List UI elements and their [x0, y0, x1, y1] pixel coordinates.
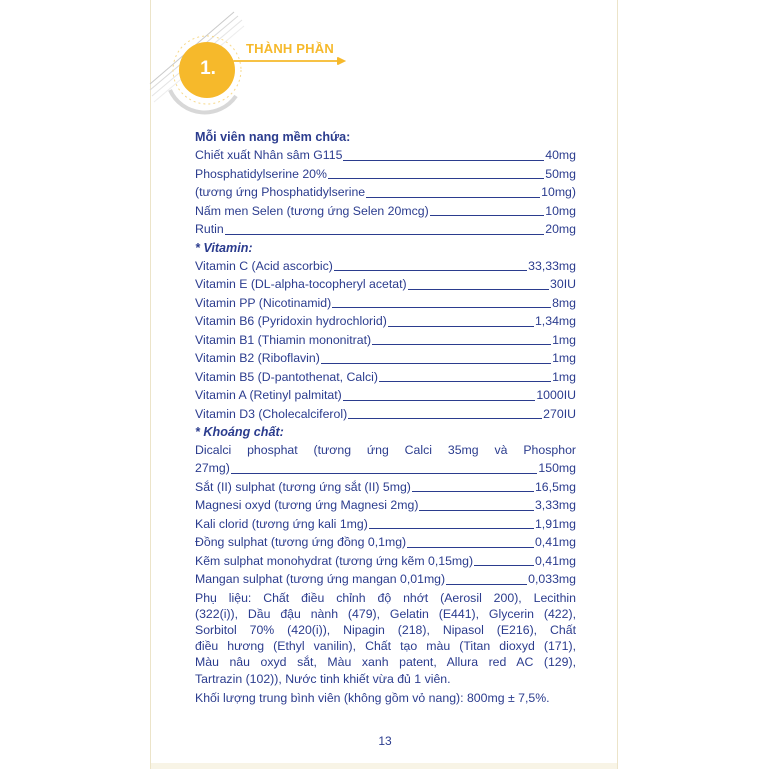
list-item: Vitamin B2 (Riboflavin) 1mg: [195, 351, 576, 365]
list-item: (tương ứng Phosphatidylserine 10mg): [195, 185, 576, 199]
mineral-first-line1: Dicalci phosphat (tương ứng Calci 35mg và Phosphor: [195, 443, 576, 457]
leader-line: [407, 547, 534, 548]
leader-line: [328, 178, 544, 179]
leader-line: [369, 528, 534, 529]
leader-line: [430, 215, 545, 216]
excipients-line: Màu nâu oxyd sắt, Màu xanh patent, Allura red AC (129),: [195, 655, 576, 670]
list-item: Vitamin B1 (Thiamin mononitrat) 1mg: [195, 332, 576, 347]
vitamin-heading: * Vitamin:: [195, 240, 253, 255]
mineral-heading: * Khoáng chất:: [195, 425, 284, 439]
leader-line: [419, 510, 534, 511]
list-item: Mangan sulphat (tương ứng mangan 0,01mg) 0,033mg: [195, 572, 576, 586]
leader-line: [231, 473, 538, 474]
list-item: Sắt (II) sulphat (tương ứng sắt (II) 5mg) 16,5mg: [195, 479, 576, 494]
list-item: 27mg) 150mg: [195, 461, 576, 475]
leader-line: [332, 307, 551, 308]
excipients-line: Phụ liệu: Chất điều chỉnh độ nhớt (Aerosil 200), Lecithin: [195, 590, 576, 605]
section-number: 1.: [200, 58, 216, 79]
section-title: THÀNH PHẦN: [246, 41, 334, 56]
excipients-line: (322(i)), Dầu đậu nành (479), Gelatin (E441), Glycerin (422),: [195, 606, 576, 621]
list-item: Vitamin B6 (Pyridoxin hydrochlorid) 1,34mg: [195, 314, 576, 328]
leader-line: [408, 289, 549, 290]
excipients-line: Tartrazin (102)), Nước tinh khiết vừa đủ 1 viên.: [195, 671, 451, 686]
excipients-paragraph: [195, 590, 576, 687]
list-item: Đồng sulphat (tương ứng đồng 0,1mg) 0,41mg: [195, 535, 576, 549]
excipients-line: điều hương (Ethyl vanilin), Chất tạo màu (Titan dioxyd (171),: [195, 639, 576, 654]
list-item: Phosphatidylserine 20% 50mg: [195, 166, 576, 181]
main-ingredients-list: [195, 146, 576, 239]
list-item: Magnesi oxyd (tương ứng Magnesi 2mg) 3,33mg: [195, 498, 576, 512]
list-item: Nấm men Selen (tương ứng Selen 20mcg) 10mg: [195, 203, 576, 218]
leader-line: [225, 234, 545, 235]
leader-line: [343, 400, 536, 401]
list-item: Vitamin C (Acid ascorbic) 33,33mg: [195, 258, 576, 273]
leader-line: [334, 270, 527, 271]
excipients-line: Sorbitol 70% (420(i)), Nipagin (218), Nipasol (E216), Chất: [195, 622, 576, 637]
leader-line: [388, 326, 534, 327]
list-item: Vitamin D3 (Cholecalciferol) 270IU: [195, 406, 576, 421]
leader-line: [412, 491, 534, 492]
weight-note: Khối lượng trung bình viên (không gồm vỏ nang): 800mg ± 7,5%.: [195, 690, 550, 705]
vitamin-list: [195, 257, 576, 424]
list-item: Vitamin E (DL-alpha-tocopheryl acetat) 30IU: [195, 277, 576, 291]
leader-line: [446, 584, 527, 585]
leader-line: [474, 565, 534, 566]
list-item: Kẽm sulphat monohydrat (tương ứng kẽm 0,15mg) 0,41mg: [195, 553, 576, 568]
leader-line: [372, 344, 551, 345]
leader-line: [379, 381, 551, 382]
list-item: Rutin 20mg: [195, 222, 576, 236]
ingredients-content: [195, 128, 576, 707]
leader-line: [321, 363, 551, 364]
list-item: Chiết xuất Nhân sâm G115 40mg: [195, 148, 576, 162]
leader-line: [343, 160, 544, 161]
page-number: 13: [378, 734, 392, 748]
list-item: Vitamin A (Retinyl palmitat) 1000IU: [195, 388, 576, 402]
intro-heading: Mỗi viên nang mềm chứa:: [195, 130, 351, 144]
list-item: Kali clorid (tương ứng kali 1mg) 1,91mg: [195, 516, 576, 531]
list-item: Vitamin B5 (D-pantothenat, Calci) 1mg: [195, 369, 576, 384]
leader-line: [348, 418, 542, 419]
mineral-list: [195, 441, 576, 589]
list-item: Vitamin PP (Nicotinamid) 8mg: [195, 295, 576, 310]
leader-line: [366, 197, 540, 198]
